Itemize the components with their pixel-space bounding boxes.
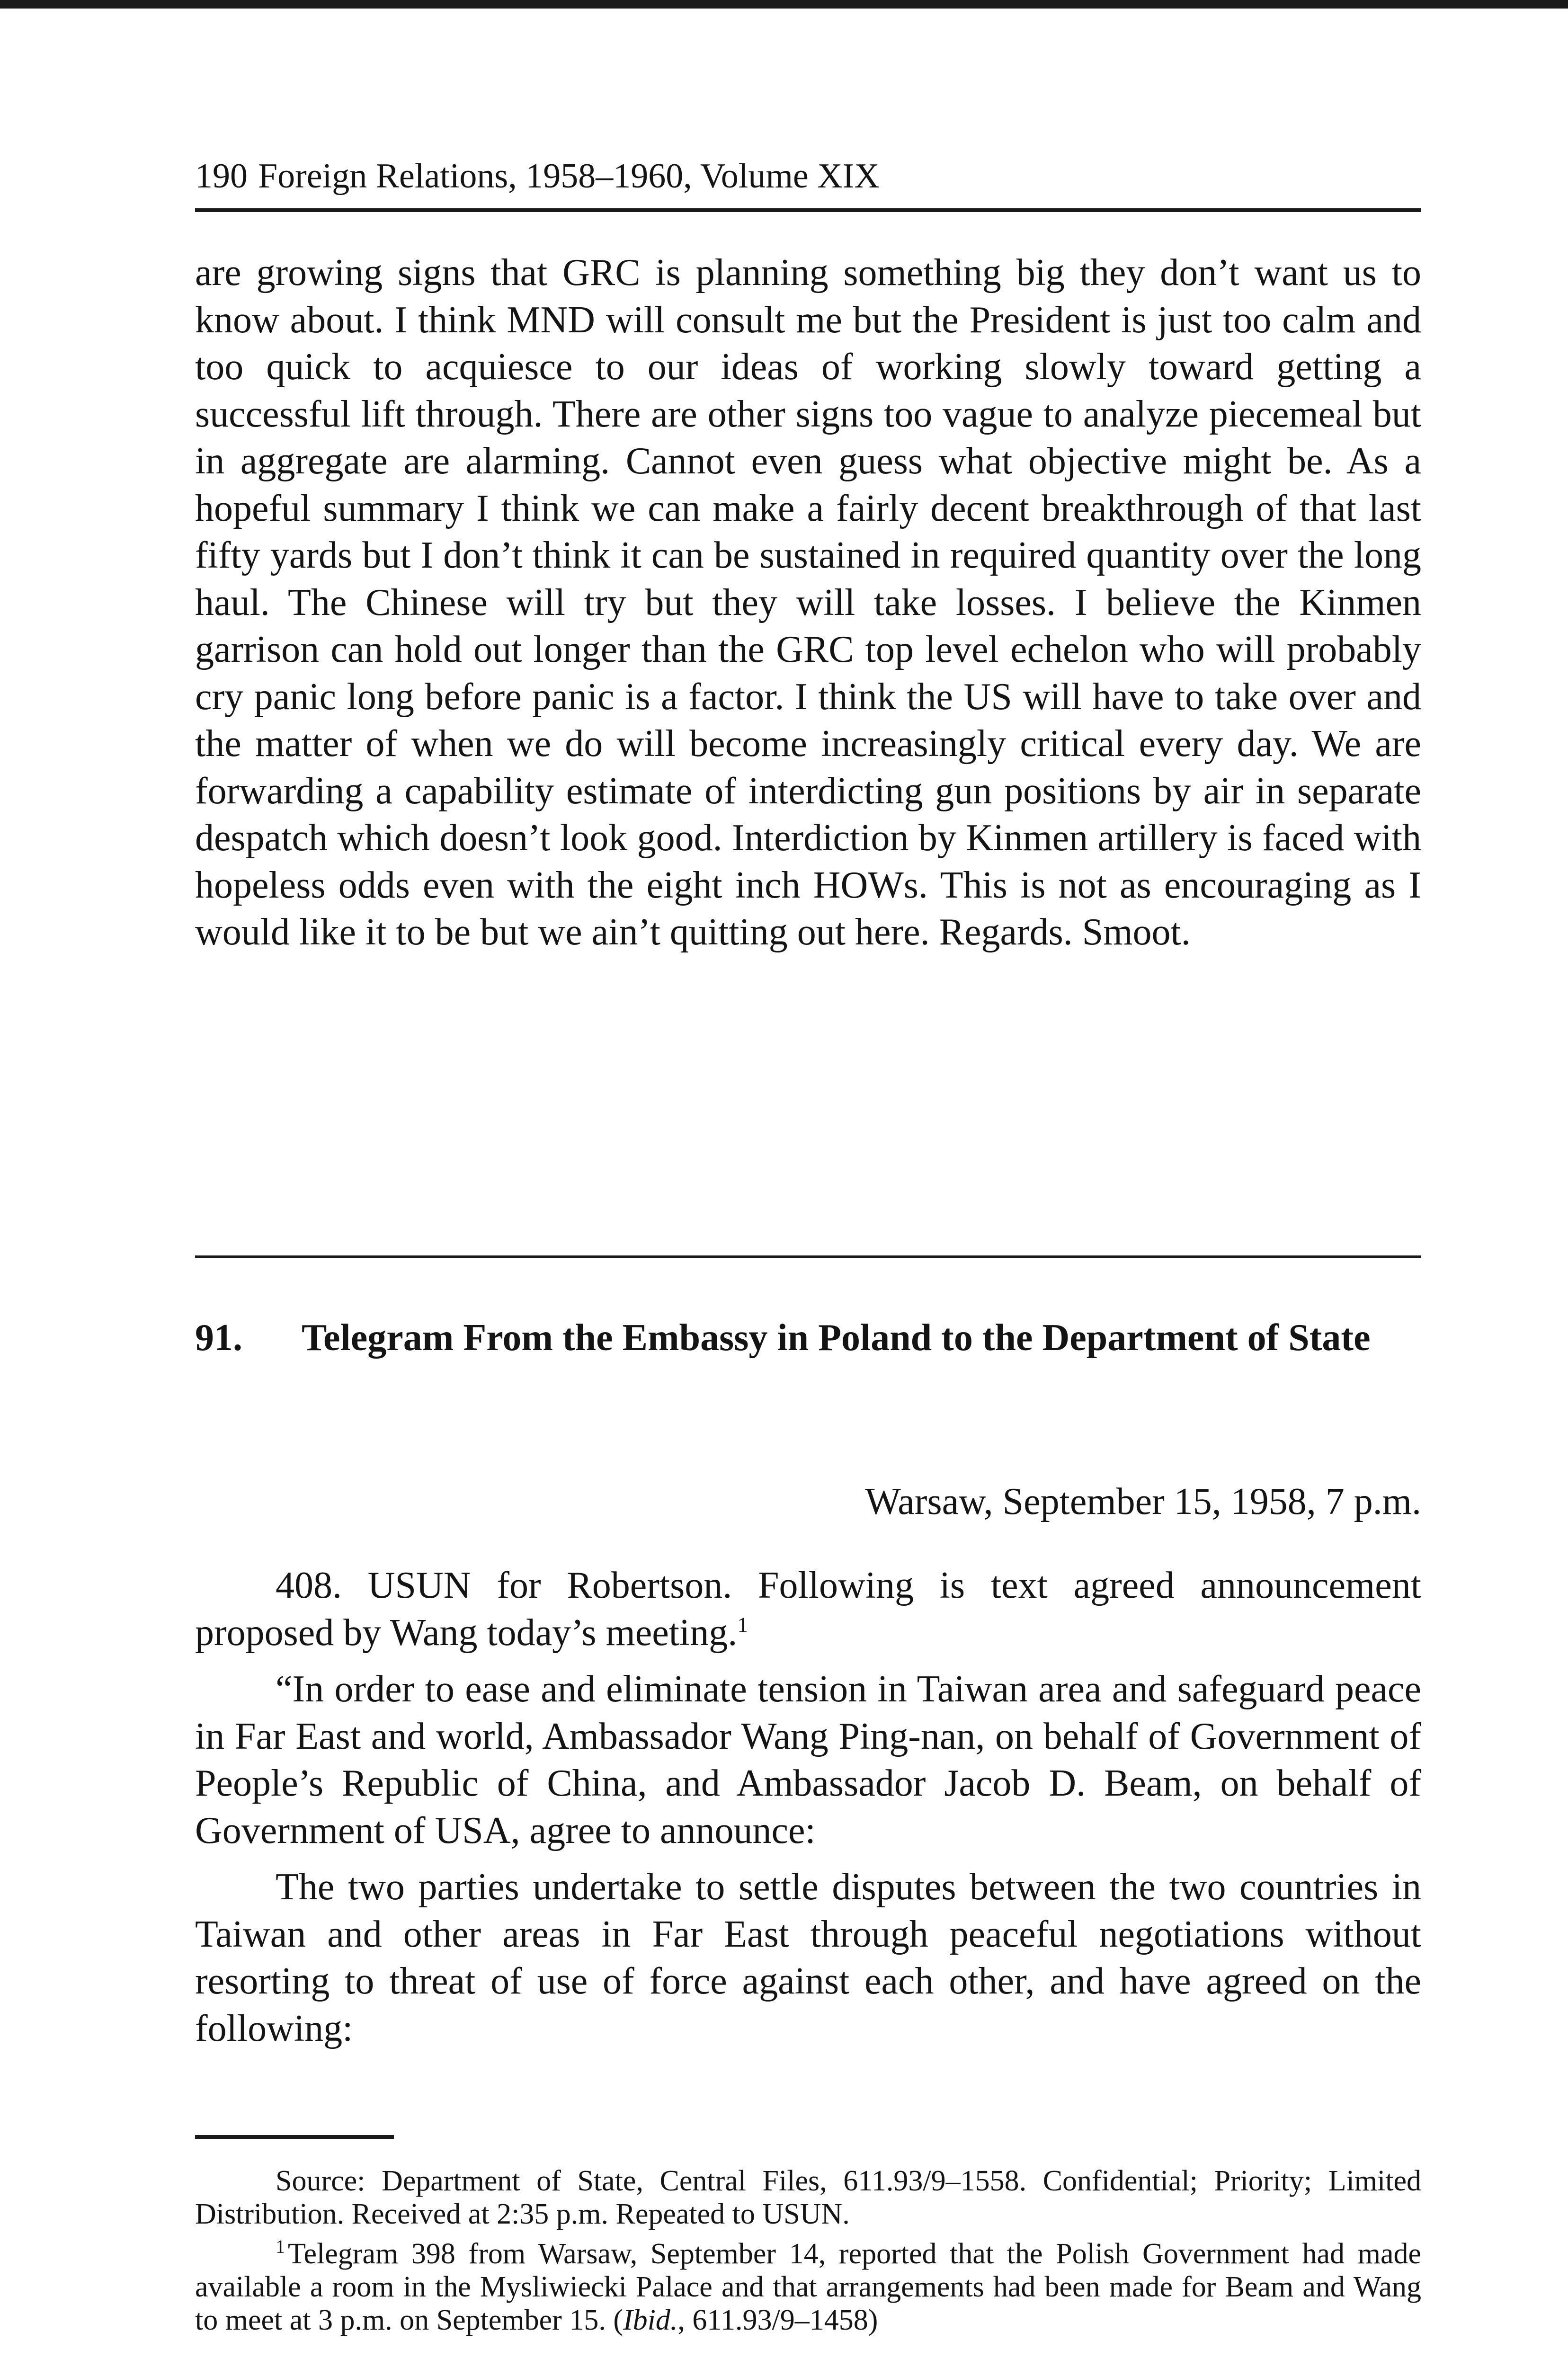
document-number: 91. bbox=[195, 1317, 242, 1359]
telegram-paragraph: “In order to ease and eliminate tension in Taiwan area and safeguard peace in Far East and world, Ambassador Wang Ping-nan, on behalf of Government of People’s Republic of China, and Ambassador Jacob D. Beam, on behalf of Government of USA, agree to announce: bbox=[195, 1668, 1421, 1851]
section-divider bbox=[195, 1255, 1421, 1258]
footnote-reference: 1 bbox=[737, 1612, 748, 1637]
footnote-mark: 1 bbox=[276, 2236, 285, 2258]
top-border-rule bbox=[0, 0, 1568, 9]
continuation-paragraph: are growing signs that GRC is planning something big they don’t want us to know about. I think MND will consult me but the President is just too calm and too quick to acquiesce to our ideas of working slowly toward getting a successful lift through. There are other signs too vague to analyze piecemeal but in aggregate are alarming. Cannot even guess what objective might be. As a hopeful summary I think we can make a fairly decent breakthrough of that last fifty yards but I don’t think it can be sustained in required quantity over the long haul. The Chinese will try but they will take losses. I believe the Kinmen garrison can hold out longer than the GRC top level echelon who will probably cry panic long before panic is a factor. I think the US will have to take over and the matter of when we do will become increasingly critical every day. We are forwarding a capability estimate of interdicting gun positions by air in separate despatch which doesn’t look good. Interdiction by Kinmen artillery is faced with hopeless odds even with the eight inch HOWs. This is not as encouraging as I would like it to be but we ain’t quitting out here. Regards. Smoot. bbox=[195, 252, 1421, 953]
ibid-citation: Ibid. bbox=[623, 2304, 678, 2336]
document-heading bbox=[195, 1314, 1421, 1361]
footnotes bbox=[195, 2164, 1421, 2343]
document-title: Telegram From the Embassy in Poland to the Department of State bbox=[302, 1317, 1371, 1359]
volume-title: Foreign Relations, 1958–1960, Volume XIX bbox=[258, 157, 880, 196]
footnote-rule bbox=[195, 2135, 394, 2139]
dateline: Warsaw, September 15, 1958, 7 p.m. bbox=[865, 1481, 1421, 1522]
source-note: Source: Department of State, Central Files, 611.93/9–1558. Confidential; Priority; Limited Distribution. Received at 2:35 p.m. Repeated to USUN. bbox=[195, 2165, 1421, 2230]
page-number: 190 bbox=[195, 157, 248, 196]
telegram-paragraph: The two parties undertake to settle disputes between the two countries in Taiwan and other areas in Far East through peaceful negotiations without resorting to threat of use of force against each other, and have agreed on the following: bbox=[195, 1866, 1421, 2049]
running-head-rule bbox=[195, 208, 1421, 212]
telegram-paragraph: 408. USUN for Robertson. Following is text agreed announcement proposed by Wang today’s meeting.$^1$ bbox=[195, 1565, 1421, 1654]
running-head bbox=[195, 152, 1421, 200]
footnote-1: $^1$Telegram 398 from Warsaw, September 14, reported that the Polish Government had made available a room in the Mysliwiecki Palace and that arrangements had been made for Beam and Wang to meet at 3 p.m. on September 15. (Ibid., 611.93/9–1458) bbox=[195, 2236, 1421, 2336]
telegram-body bbox=[195, 1562, 1421, 2062]
